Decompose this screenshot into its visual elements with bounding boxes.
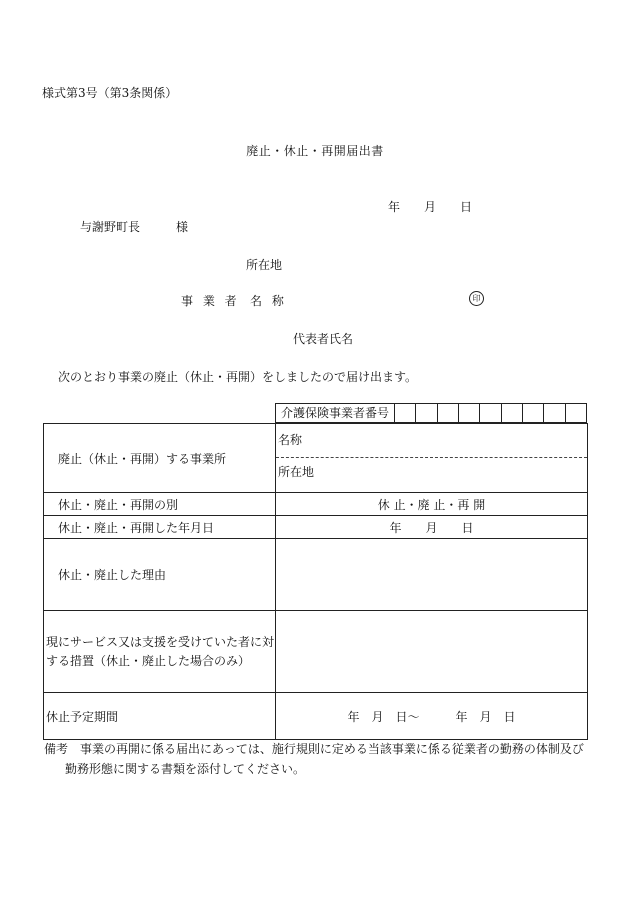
insurance-number-digit-box[interactable] xyxy=(395,404,416,422)
type-label: 休止・廃止・再開の別 xyxy=(44,493,276,515)
reason-row xyxy=(44,539,587,611)
date-month-label: 月 xyxy=(424,200,437,214)
reason-label: 休止・廃止した理由 xyxy=(44,539,276,610)
insurance-number-digit-box[interactable] xyxy=(416,404,437,422)
office-row xyxy=(44,424,587,493)
date-row xyxy=(44,516,587,539)
office-address-label: 所在地 xyxy=(278,465,315,479)
applicant-name-label: 名 称 xyxy=(250,294,287,308)
insurance-number-row xyxy=(275,403,587,423)
measures-label: 現にサービス又は支援を受けていた者に対する措置（休止・廃止した場合のみ） xyxy=(44,611,276,692)
date-year-label: 年 xyxy=(388,200,401,214)
period-label: 休止予定期間 xyxy=(44,693,276,739)
intro-text: 次のとおり事業の廃止（休止・再開）をしましたので届け出ます。 xyxy=(58,370,418,384)
addressee: 与謝野町長 様 xyxy=(80,220,189,234)
remarks-line-2: 勤務形態に関する書類を添付してください。 xyxy=(65,762,306,776)
insurance-number-digit-box[interactable] xyxy=(544,404,565,422)
insurance-number-digit-box[interactable] xyxy=(459,404,480,422)
action-date-label: 休止・廃止・再開した年月日 xyxy=(44,516,276,538)
insurance-number-label: 介護保険事業者番号 xyxy=(276,404,395,422)
office-label: 廃止（休止・再開）する事業所 xyxy=(44,424,276,492)
measures-input-cell[interactable] xyxy=(276,611,587,692)
reason-input-cell[interactable] xyxy=(276,539,587,610)
insurance-number-digit-box[interactable] xyxy=(502,404,523,422)
insurance-number-digit-box[interactable] xyxy=(566,404,586,422)
applicant-address-label: 所在地 xyxy=(246,258,283,272)
notification-table xyxy=(43,423,588,740)
period-row xyxy=(44,693,587,739)
representative-name-label: 代表者氏名 xyxy=(293,332,354,346)
remarks-line-1: 備考 事業の再開に係る届出にあっては、施行規則に定める当該事業に係る従業者の勤務の体制及び xyxy=(44,742,584,756)
dashed-divider xyxy=(276,457,587,458)
seal-mark: 印 xyxy=(469,291,484,306)
action-date-value[interactable]: 年 月 日 xyxy=(389,520,474,535)
insurance-number-digit-box[interactable] xyxy=(480,404,501,422)
document-title: 廃止・休止・再開届出書 xyxy=(246,144,384,158)
type-options[interactable]: 休 止・廃 止・再 開 xyxy=(377,497,486,512)
type-row xyxy=(44,493,587,516)
period-value[interactable]: 年 月 日〜 年 月 日 xyxy=(347,709,516,724)
office-name-label: 名称 xyxy=(278,433,303,447)
insurance-number-digit-box[interactable] xyxy=(523,404,544,422)
measures-row xyxy=(44,611,587,693)
applicant-label: 事 業 者 xyxy=(181,294,240,308)
date-day-label: 日 xyxy=(460,200,473,214)
insurance-number-digit-box[interactable] xyxy=(438,404,459,422)
office-info-cell[interactable] xyxy=(276,424,587,492)
form-number: 様式第3号（第3条関係） xyxy=(42,86,178,100)
